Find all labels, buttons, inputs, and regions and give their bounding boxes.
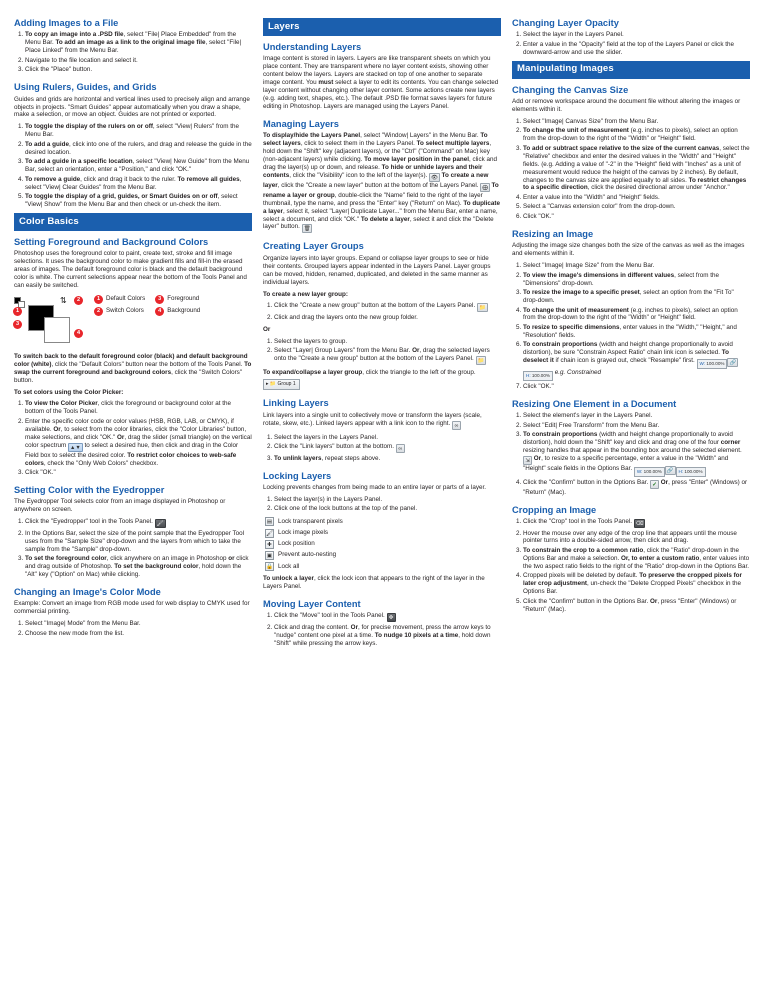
list-item: 3. To constrain proportions (width and height change proportionally to avoid distortion), hold down the "Shift" key and click and drag one of the four corner resizing handles that appear in the bounding box around the selected element. ⇲ Or, to resize to a specific percentage, enter a value in the "Width" and "Height" scale fields in the Options Bar. W: 100.00% 🔗 H: 100.00% <box>523 431 750 477</box>
paragraph: To unlock a layer, click the lock icon that appears to the right of the layer in the Layers Panel. <box>263 575 485 591</box>
swatch-legend-item <box>94 295 145 304</box>
list-item: 1. To view the Color Picker, click the foreground or background color at the bottom of the Tools Panel. <box>25 400 252 416</box>
paragraph: To set colors using the Color Picker: <box>14 388 124 396</box>
lock-label: Lock transparent pixels <box>278 517 343 525</box>
step-list <box>14 400 252 477</box>
column-1 <box>14 18 252 990</box>
swatch-legend-item <box>94 307 145 316</box>
step-list <box>263 496 501 513</box>
lock-icon[interactable]: 🔒 <box>266 564 273 571</box>
list-item: 3. To set the foreground color, click anywhere on an image in Photoshop or click and drag outside of Photoshop. To set the background color, hold down the "Alt" key ("Option" on Mac) while clicking. <box>25 555 252 579</box>
list-item: 2. Click one of the lock buttons at the top of the panel. <box>274 505 501 513</box>
section-header: Manipulating Images <box>512 61 750 79</box>
list-item: 6. Click "OK." <box>523 213 750 221</box>
step-list <box>14 123 252 209</box>
subsection-heading: Moving Layer Content <box>263 598 361 609</box>
list-item: 1. Select the layer in the Layers Panel. <box>523 31 750 39</box>
list-item <box>265 551 501 560</box>
subsection-heading: Changing Layer Opacity <box>512 18 619 28</box>
list-item <box>265 517 501 526</box>
subsection-heading: Resizing One Element in a Document <box>512 398 677 409</box>
section-header: Color Basics <box>14 213 252 231</box>
list-item: 3. To constrain the crop to a common ratio, click the "Ratio" drop-down in the Options Bar and make a selection. Or, to enter a custom ratio, enter values into the two aspect ratio fields to the right of the "Ratio" drop-down in the Options Bar. <box>523 547 750 571</box>
legend-number: 1 <box>94 295 103 304</box>
list-item: 1. Select "Image| Canvas Size" from the Menu Bar. <box>523 118 750 126</box>
list-item: 3. To add or subtract space relative to the size of the current canvas, select the "Relative" checkbox and enter the desired values in the "Width" and "Height" fields. (e.g. Adding a value of "-2" in the "Height" field with "Inches" as a unit of measurement would reduce the height of the canvas by 2 inches). By default, changes to the canvas size are applied equally to all sides. To restrict changes to a specific direction, click the desired directional arrow under "Anchor." <box>523 145 750 193</box>
legend-number: 3 <box>155 295 164 304</box>
subsection-heading: Cropping an Image <box>512 504 597 515</box>
subsection-heading: Resizing an Image <box>512 228 594 239</box>
step-list <box>263 434 501 463</box>
lock-label: Lock all <box>278 562 300 570</box>
switch-colors-icon[interactable]: ⇅ <box>60 295 67 305</box>
paragraph: Link layers into a single unit to collectively move or transform the layers (scale, rotate, skew, etc.). Linked layers appear with a link icon to the right. ∞ <box>263 411 482 429</box>
subsection-heading: Linking Layers <box>263 398 329 409</box>
callout-2: 2 <box>74 296 83 305</box>
color-swatch-figure <box>14 295 252 347</box>
callout-4: 4 <box>74 329 83 338</box>
list-item: 6. To constrain proportions (width and height change proportionally to avoid distortion), be sure "Constrain Aspect Ratio" chain link icon is selected. To deselect it if chain icon is grayed out, check "Resample" first. W: 100.00% 🔗H: 100.00% e.g. Constrained <box>523 341 750 381</box>
list-item: 1. Click the "Create a new group" button at the bottom of the Layers Panel. 📁 <box>274 302 501 312</box>
subsection-heading: Understanding Layers <box>263 41 362 52</box>
legend-label: Default Colors <box>106 295 146 303</box>
paragraph: Adjusting the image size changes both the size of the canvas as well as the images and elements within it. <box>512 242 745 258</box>
subsection-heading: Creating Layer Groups <box>263 241 364 252</box>
paragraph: The Eyedropper Tool selects color from an image displayed in Photoshop or anywhere on screen. <box>14 498 226 514</box>
list-item: 1. Select the element's layer in the Layers Panel. <box>523 412 750 420</box>
step-list <box>263 612 501 647</box>
list-item: 2. Click and drag the content. Or, for precise movement, press the arrow keys to "nudge" content one pixel at a time. To nudge 10 pixels at a time, hold down "Shift" while pressing the arrow keys. <box>274 624 501 648</box>
list-item: 4. Click the "Confirm" button in the Options Bar. ✓ Or, press "Enter" (Windows) or "Return" (Mac). <box>523 479 750 497</box>
step-list <box>14 518 252 579</box>
paragraph: Image content is stored in layers. Layers are like transparent sheets on which you place content. They are transparent where no layer content exists, showing other content below the layers. Layers are stacked on top of one another to separate image content. You must select a layer to edit its contents. You can change selected layer content without changing other layer content. Some actions create new layers (e.g. adding text, shapes, etc.). The default .PSD file format saves layers for future editing in Photoshop. Layers are managed using the Layers Panel. <box>263 55 499 110</box>
list-item: 1. Select the layers to group. <box>274 338 501 346</box>
list-item <box>265 562 501 571</box>
section-header: Layers <box>263 18 501 36</box>
list-item: 3. To resize the image to a specific preset, select an option from the "Fit To" drop-down. <box>523 289 750 305</box>
list-item: 2. Enter the specific color code or color values (HSB, RGB, LAB, or CMYK), if available. Or, to select from the color libraries, click the "Color Libraries" button, make selections, and click "OK." Or, drag the slider (small triangle) on the vertical color spectrum ▲▼ to select a desired hue, then click and drag in the Color Field box to select the desired color. To restrict color choices to web-safe colors, check the "Only Web Colors" checkbox. <box>25 418 252 468</box>
legend-number: 4 <box>155 307 164 316</box>
step-list <box>512 262 750 391</box>
list-item: 2. Click the "Link layers" button at the bottom. ∞ <box>274 443 501 453</box>
lock-label: Lock position <box>278 540 315 548</box>
subsection-heading: Locking Layers <box>263 470 332 481</box>
foreground-background-swatches[interactable] <box>14 295 88 347</box>
list-item: 1. Click the "Move" tool in the Tools Panel. ✥ <box>274 612 501 622</box>
subsection-heading: Managing Layers <box>263 118 339 129</box>
list-item: 1. To copy an image into a .PSD file, select "File| Place Embedded" from the Menu Bar. To add an image as a link to the original image file, select "File| Place Linked" from the Menu Bar. <box>25 31 252 55</box>
list-item: 2. Hover the mouse over any edge of the crop line that appears until the mouse pointer turns into a double-sided arrow, then click and drag. <box>523 530 750 546</box>
list-item <box>265 529 501 538</box>
list-item: 5. Click the "Confirm" button in the Options Bar. Or, press "Enter" (Windows) or "Return" (Mac). <box>523 598 750 614</box>
step-list <box>512 518 750 614</box>
paragraph: Locking prevents changes from being made to an entire layer or parts of a layer. <box>263 484 486 491</box>
paragraph: Guides and grids are horizontal and vertical lines used to precisely align and arrange objects in projects. "Smart Guides" appear automatically when you draw a shape, make a selection, or move an object. Guides are not printed or exported. <box>14 95 250 119</box>
paragraph: Or <box>263 325 271 333</box>
list-item: 1. Select "Image| Image Size" from the Menu Bar. <box>523 262 750 270</box>
list-item: 4. Enter a value into the "Width" and "Height" fields. <box>523 194 750 202</box>
swatch-legend-item <box>155 307 200 316</box>
list-item: 2. Click and drag the layers onto the new group folder. <box>274 314 501 322</box>
paragraph: Add or remove workspace around the document file without altering the images or elements within it. <box>512 98 741 113</box>
list-item: 4. To remove a guide, click and drag it back to the ruler. To remove all guides, select "View| Clear Guides" from the Menu Bar. <box>25 176 252 192</box>
list-item: 7. Click "OK." <box>523 383 750 391</box>
swatch-legend-item <box>155 295 200 304</box>
paragraph: Organize layers into layer groups. Expand or collapse layer groups to see or hide their contents. Grouped layers appear indented in the Layers Panel. Layer groups can be moved, hidden, renamed, duplicated, and deleted in the same manner as individual layers. <box>263 254 491 286</box>
legend-label: Background <box>167 307 201 315</box>
list-item: 2. In the Options Bar, select the size of the point sample that the Eyedropper Tool uses from the "Sample Size" drop-down and the layers from which to take the sample from the "Sample" drop-down. <box>25 530 252 554</box>
subsection-heading: Changing an Image's Color Mode <box>14 586 161 597</box>
paragraph: To display/hide the Layers Panel, select "Window| Layers" in the Menu Bar. To select layers, click to select them in the Layers Panel. To select multiple layers, hold down the "Shift" key (adjacent layers), or the "Ctrl" ("Command" on Mac) key (non-adjacent layers) while clicking. To move layer position in the panel, click and drag the layer(s) up or down, and release. To hide or unhide layers and their contents, click the "Visibility" icon to the left of the layer(s). 👁 To create a new layer, click the "Create a new layer" button at the bottom of the Layers Panel. ⨁ To rename a layer or group, double-click the "Name" field to the right of the layer thumbnail, type the name, and press the "Enter" key ("Return" on Mac). To duplicate a layer, select it, select "Layer| Duplicate Layer..." from the Menu Bar, enter a name, select a document, and click "OK." To delete a layer, select it and click the "Delete layer" button. 🗑 <box>263 132 501 233</box>
list-item: 2. Choose the new mode from the list. <box>25 630 252 638</box>
background-color-swatch[interactable] <box>44 317 70 343</box>
subsection-heading: Setting Color with the Eyedropper <box>14 485 165 496</box>
list-item: 3. To unlink layers, repeat steps above. <box>274 455 501 463</box>
lock-icon[interactable]: ▣ <box>266 552 273 559</box>
list-item: 1. Click the "Crop" tool in the Tools Panel. ⌫ <box>523 518 750 528</box>
list-item: 4. Cropped pixels will be deleted by default. To preserve the cropped pixels for later crop adjustment, un-check the "Delete Cropped Pixels" checkbox in the Options Bar. <box>523 572 750 596</box>
step-list <box>14 620 252 637</box>
callout-3: 3 <box>13 320 22 329</box>
list-item: 1. Click the "Eyedropper" tool in the Tools Panel. 🖌 <box>25 518 252 528</box>
lock-options-list <box>263 517 501 571</box>
list-item: 2. To change the unit of measurement (e.g. inches to pixels), select an option from the drop-down to the right of the "Width" or "Height" field. <box>523 127 750 143</box>
list-item: 2. Navigate to the file location and select it. <box>25 57 252 65</box>
list-item: 4. To change the unit of measurement (e.g. inches to pixels), select an option from the drop-down to the right of the "Width" or "Height" field. <box>523 307 750 323</box>
subsection-heading: Using Rulers, Guides, and Grids <box>14 82 157 93</box>
paragraph: To create a new layer group: <box>263 290 348 298</box>
lock-label: Lock image pixels <box>278 529 329 537</box>
step-list <box>512 118 750 221</box>
legend-label: Switch Colors <box>106 307 144 315</box>
lock-label: Prevent auto-nesting <box>278 551 337 559</box>
list-item <box>265 540 501 549</box>
list-item: 1. Select "Image| Mode" from the Menu Bar. <box>25 620 252 628</box>
subsection-heading: Changing the Canvas Size <box>512 84 629 95</box>
legend-label: Foreground <box>167 295 200 303</box>
list-item: 5. Select a "Canvas extension color" from the drop-down. <box>523 203 750 211</box>
list-item: 2. Enter a value in the "Opacity" field at the top of the Layers Panel or click the downward-arrow and use the slider. <box>523 41 750 57</box>
list-item: 2. Select "Layer| Group Layers" from the Menu Bar. Or, drag the selected layers onto the "Create a new group" button at the bottom of the Layers Panel. 📁 <box>274 347 501 365</box>
paragraph: To expand/collapse a layer group, click the triangle to the left of the group. ▸ 📁 Group 1 <box>263 369 501 390</box>
lock-icon[interactable]: ▤ <box>266 519 273 526</box>
swatch-legend <box>94 295 200 319</box>
column-3 <box>512 18 750 990</box>
subsection-heading: Adding Images to a File <box>14 18 119 28</box>
list-item: 5. To toggle the display of a grid, guides, or Smart Guides on or off, select "View| Show" from the Menu Bar and then check or un-check the item. <box>25 193 252 209</box>
step-list <box>263 338 501 365</box>
step-list <box>512 31 750 56</box>
step-list <box>263 302 501 322</box>
paragraph: Photoshop uses the foreground color to paint, create text, stroke and fill image selections. It uses the background color to make gradient fills and fill-in the erased areas of images. The default foreground color is black and the default background color is white. The current selections appear near the bottom of the Tools Panel and can easily be switched. <box>14 250 247 289</box>
step-list <box>512 412 750 496</box>
list-item: 2. To view the image's dimensions in different values, select from the "Dimensions" drop-down. <box>523 272 750 288</box>
paragraph: Example: Convert an image from RGB mode used for web display to CMYK used for commercial printing. <box>14 600 250 616</box>
list-item: 1. Select the layers in the Layers Panel. <box>274 434 501 442</box>
subsection-heading: Setting Foreground and Background Colors <box>14 236 209 247</box>
paragraph: To switch back to the default foreground color (black) and default background color (white), click the "Default Colors" button near the bottom of the Tools Panel. To swap the current foreground and background colors, click the "Switch Colors" button. <box>14 352 252 384</box>
list-item: 2. To add a guide, click into one of the rulers, and drag and release the guide in the desired location. <box>25 141 252 157</box>
list-item: 3. To add a guide in a specific location, select "View| New Guide" from the Menu Bar, select an orientation, enter a "Position," and click "OK." <box>25 158 252 174</box>
legend-number: 2 <box>94 307 103 316</box>
column-2 <box>263 18 501 990</box>
step-list <box>14 31 252 74</box>
list-item: 3. Click the "Place" button. <box>25 66 252 74</box>
list-item: 1. Select the layer(s) in the Layers Panel. <box>274 496 501 504</box>
list-item: 2. Select "Edit| Free Transform" from the Menu Bar. <box>523 422 750 430</box>
lock-icon[interactable]: ✚ <box>265 540 274 549</box>
list-item: 5. To resize to specific dimensions, enter values in the "Width," "Height," and "Resolution" fields. <box>523 324 750 340</box>
list-item: 1. To toggle the display of the rulers on or off, select "View| Rulers" from the Menu Bar. <box>25 123 252 139</box>
callout-1: 1 <box>13 307 22 316</box>
list-item: 3. Click "OK." <box>25 469 252 477</box>
lock-icon[interactable]: 🖌 <box>266 530 274 537</box>
